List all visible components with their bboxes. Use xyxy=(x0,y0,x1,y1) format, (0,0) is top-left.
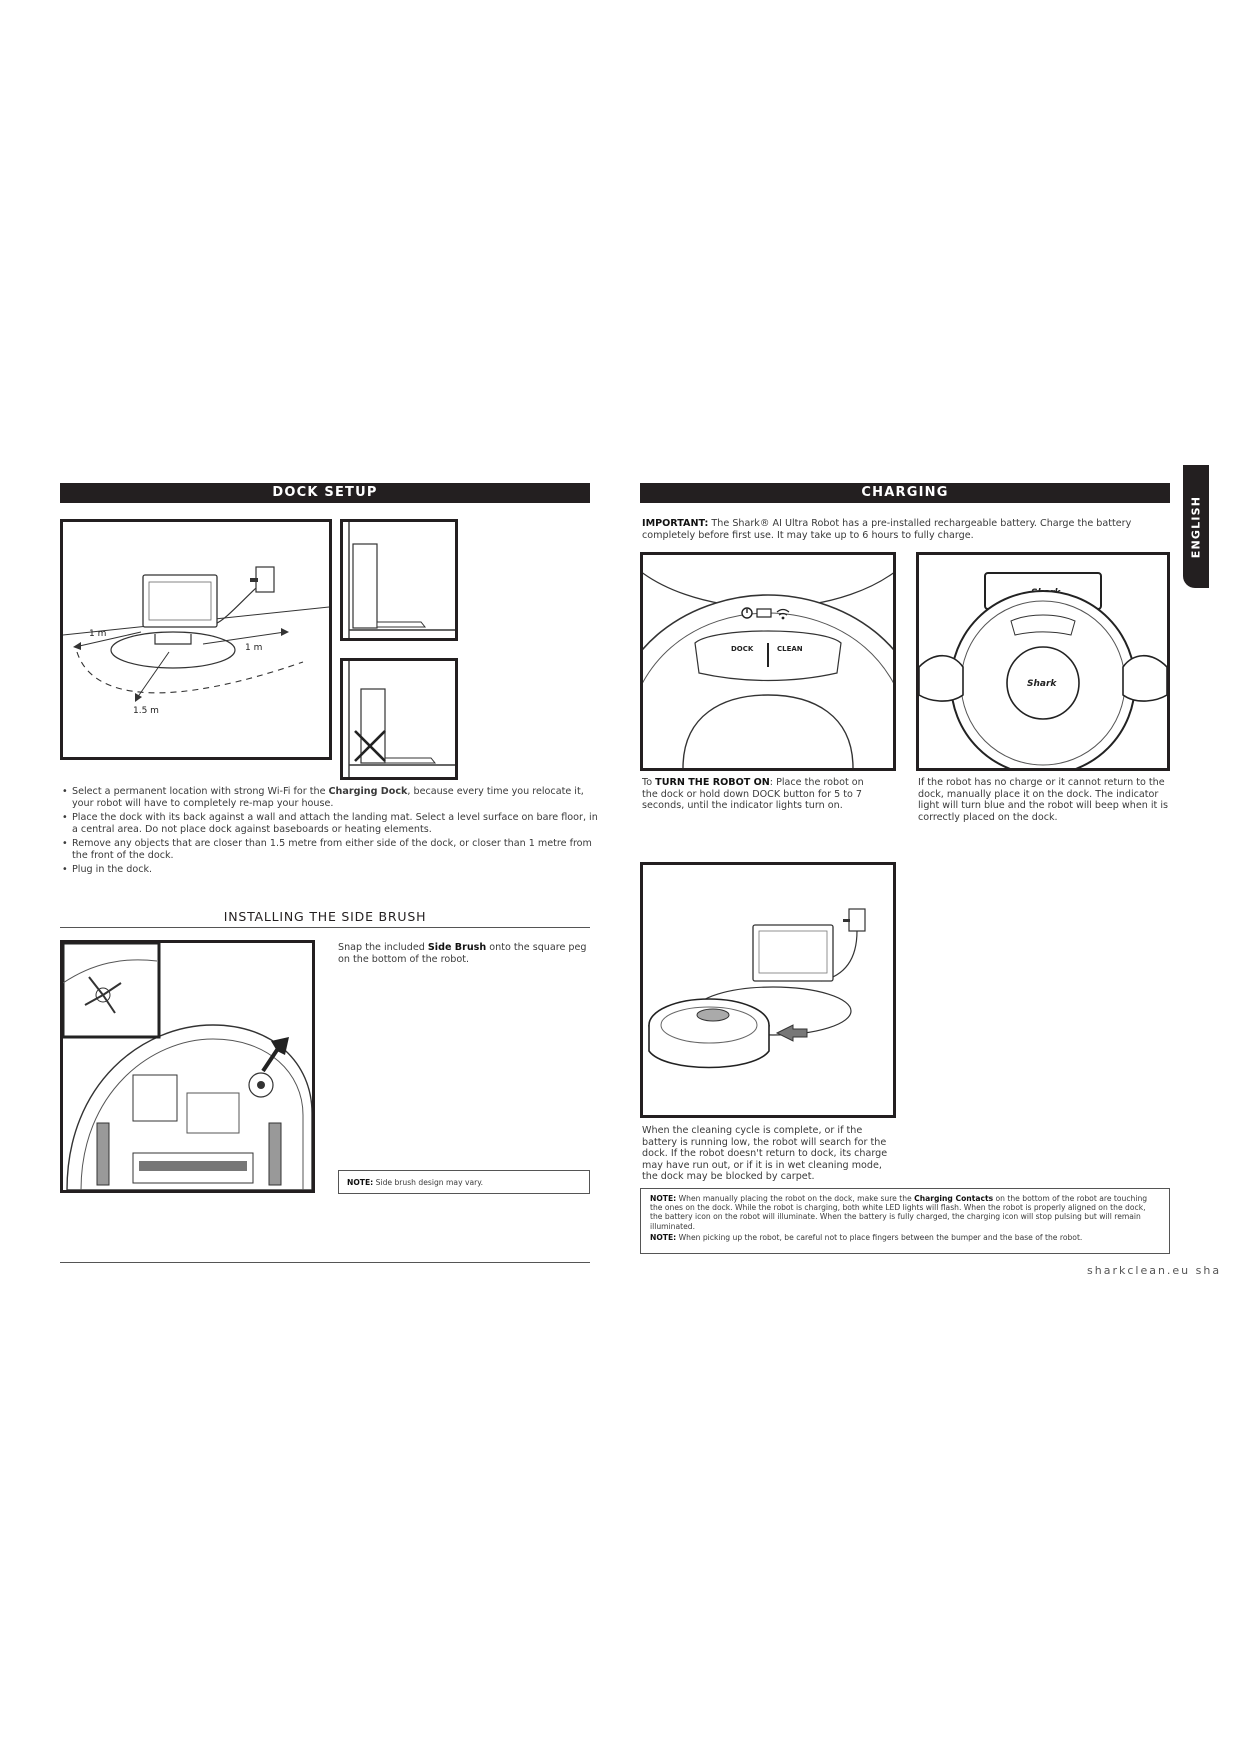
dock-setup-heading: DOCK SETUP xyxy=(60,483,590,503)
language-tab-label: ENGLISH xyxy=(1189,495,1203,558)
left-footer-rule xyxy=(60,1262,590,1263)
turn-on-instructions: To TURN THE ROBOT ON: Place the robot on the dock or hold down DOCK button for 5 to 7 seconds, until the indicator lights turn on. xyxy=(642,777,864,812)
side-brush-illustration xyxy=(60,940,315,1193)
footer-url: sharkclean.eu sha xyxy=(1087,1264,1222,1277)
charging-notes xyxy=(640,1188,1170,1254)
dock-bullet-3: • Remove any objects that are closer than 1.5 metre from either side of the dock, or closer than 1 metre from the front of the dock. xyxy=(62,838,602,861)
charging-note-2: NOTE: When picking up the robot, be careful not to place fingers between the bumper and the base of the robot. xyxy=(650,1232,1083,1242)
left-distance-label: 1 m xyxy=(89,629,107,639)
dock-bullet-4: • Plug in the dock. xyxy=(62,864,602,876)
dock-bullet-1: • Select a permanent location with strong Wi-Fi for the Charging Dock, because every time you relocate it, your robot will have to completely re-map your house. xyxy=(62,786,602,809)
charging-heading: CHARGING xyxy=(640,483,1170,503)
important-note: IMPORTANT: The Shark® AI Ultra Robot has a pre-installed rechargeable battery. Charge the battery completely before first use. It may take up to 6 hours to fully charge. xyxy=(642,518,1132,541)
dock-button-label: DOCK xyxy=(731,645,754,653)
language-tab xyxy=(1183,465,1209,588)
side-brush-heading: INSTALLING THE SIDE BRUSH xyxy=(223,909,427,924)
robot-panel-illustration xyxy=(640,552,896,771)
side-brush-note: NOTE: Side brush design may vary. xyxy=(338,1170,590,1194)
dock-placement-illustration xyxy=(60,519,332,760)
side-brush-divider xyxy=(60,927,590,928)
right-distance-label: 1 m xyxy=(245,643,263,653)
dock-bullet-2: • Place the dock with its back against a wall and attach the landing mat. Select a level surface on bare floor, in a central area. Do not place dock against baseboards or heating elements. xyxy=(62,812,602,835)
robot-returning-illustration xyxy=(640,862,896,1118)
robot-brand-logo: Shark xyxy=(1027,679,1057,689)
no-charge-instructions: If the robot has no charge or it cannot return to the dock, manually place it on the dock. The indicator light will turn blue and the robot will beep when it is correctly placed on the dock. xyxy=(918,777,1169,823)
clean-button-label: CLEAN xyxy=(777,645,803,653)
dock-wall-incorrect-illustration xyxy=(340,658,458,780)
dock-wall-correct-illustration xyxy=(340,519,458,641)
side-brush-instructions: Snap the included Side Brush onto the square peg on the bottom of the robot. xyxy=(338,942,587,965)
manual-dock-placement-illustration xyxy=(916,552,1170,771)
front-distance-label: 1.5 m xyxy=(133,706,159,716)
charging-note-1: NOTE: When manually placing the robot on the dock, make sure the Charging Contacts on the bottom of the robot are touching the ones on the dock. While the robot is charging, both white LED lights will flash. When the robot is properly aligned on the dock, the battery icon on the robot will illuminate. When the battery is fully charged, the charging icon will stop pulsing but will remain illuminated. xyxy=(650,1194,1148,1231)
cleaning-cycle-text: When the cleaning cycle is complete, or if the battery is running low, the robot will search for the dock. If the robot doesn't return to dock, its charge may have run out, or if it is in wet cleaning mode, the dock may be blocked by carpet. xyxy=(642,1125,888,1183)
